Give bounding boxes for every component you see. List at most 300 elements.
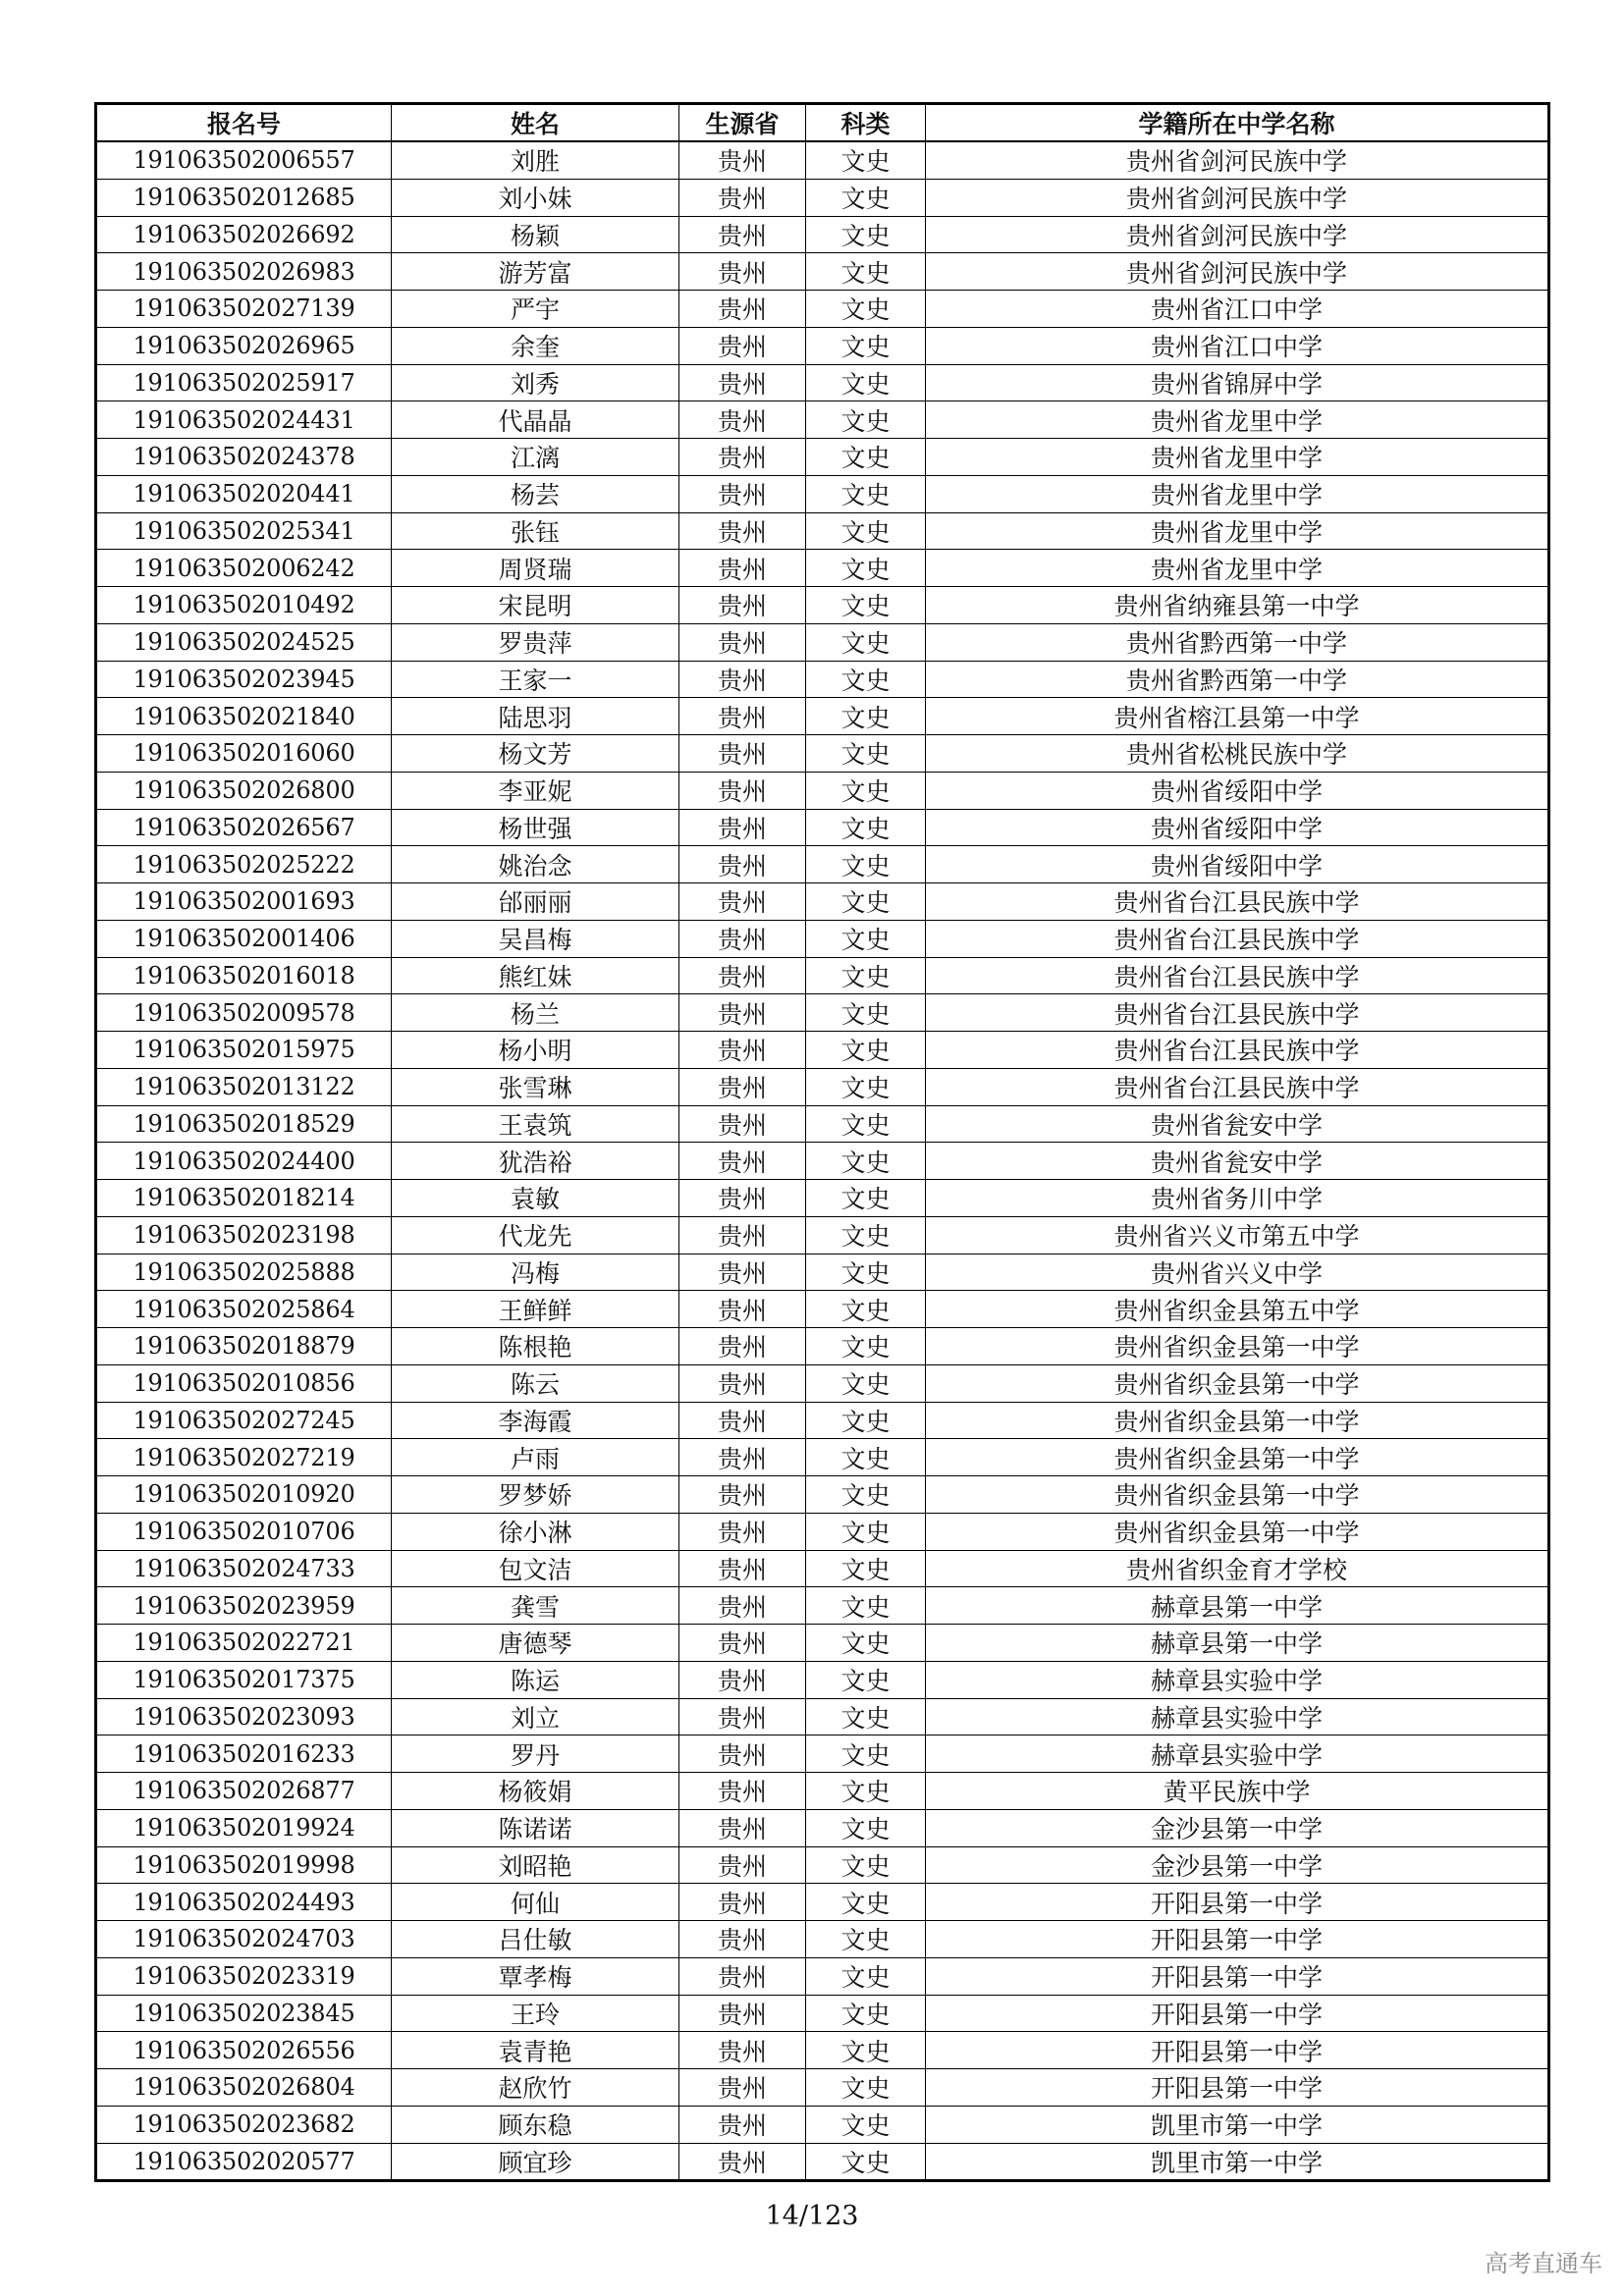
cell-province: 贵州	[679, 1032, 806, 1069]
cell-school-name: 贵州省台江县民族中学	[926, 883, 1549, 921]
table-row	[96, 1291, 1549, 1328]
cell-school-name: 贵州省兴义市第五中学	[926, 1216, 1549, 1254]
cell-subject-category: 文史	[806, 1068, 926, 1105]
cell-province: 贵州	[679, 1068, 806, 1105]
cell-registration-number: 191063502022721	[96, 1625, 392, 1662]
table-row	[96, 2032, 1549, 2069]
cell-name: 罗梦娇	[392, 1476, 679, 1514]
cell-school-name: 开阳县第一中学	[926, 1995, 1549, 2032]
cell-name: 代龙先	[392, 1216, 679, 1254]
cell-province: 贵州	[679, 364, 806, 401]
cell-subject-category: 文史	[806, 475, 926, 512]
cell-subject-category: 文史	[806, 364, 926, 401]
cell-province: 贵州	[679, 401, 806, 439]
cell-province: 贵州	[679, 1884, 806, 1921]
cell-subject-category: 文史	[806, 1402, 926, 1439]
cell-school-name: 贵州省剑河民族中学	[926, 216, 1549, 253]
table-row	[96, 623, 1549, 661]
cell-school-name: 黄平民族中学	[926, 1773, 1549, 1810]
cell-province: 贵州	[679, 2032, 806, 2069]
table-row	[96, 1032, 1549, 1069]
cell-province: 贵州	[679, 550, 806, 587]
cell-school-name: 赫章县第一中学	[926, 1625, 1549, 1662]
table-row	[96, 883, 1549, 921]
cell-subject-category: 文史	[806, 512, 926, 550]
cell-subject-category: 文史	[806, 1180, 926, 1217]
header-subject-category: 科类	[806, 104, 926, 142]
cell-subject-category: 文史	[806, 1254, 926, 1291]
cell-subject-category: 文史	[806, 883, 926, 921]
cell-province: 贵州	[679, 1661, 806, 1698]
table-row	[96, 1328, 1549, 1365]
cell-registration-number: 191063502025341	[96, 512, 392, 550]
cell-name: 陆思羽	[392, 698, 679, 735]
cell-subject-category: 文史	[806, 439, 926, 476]
header-registration-number: 报名号	[96, 104, 392, 142]
cell-subject-category: 文史	[806, 846, 926, 883]
cell-province: 贵州	[679, 1143, 806, 1180]
table-row	[96, 1254, 1549, 1291]
cell-subject-category: 文史	[806, 920, 926, 957]
table-row	[96, 772, 1549, 809]
cell-name: 吴昌梅	[392, 920, 679, 957]
cell-subject-category: 文史	[806, 2032, 926, 2069]
cell-province: 贵州	[679, 179, 806, 216]
cell-province: 贵州	[679, 1180, 806, 1217]
cell-subject-category: 文史	[806, 994, 926, 1032]
cell-registration-number: 191063502006242	[96, 550, 392, 587]
cell-registration-number: 191063502027245	[96, 1402, 392, 1439]
cell-school-name: 开阳县第一中学	[926, 2032, 1549, 2069]
table-row	[96, 698, 1549, 735]
cell-name: 杨世强	[392, 809, 679, 846]
cell-registration-number: 191063502001693	[96, 883, 392, 921]
table-row	[96, 809, 1549, 846]
cell-subject-category: 文史	[806, 1291, 926, 1328]
cell-name: 陈诺诺	[392, 1809, 679, 1846]
table-row	[96, 512, 1549, 550]
table-row	[96, 1513, 1549, 1550]
cell-province: 贵州	[679, 1550, 806, 1587]
cell-name: 陈云	[392, 1364, 679, 1402]
cell-name: 周贤瑞	[392, 550, 679, 587]
cell-registration-number: 191063502010706	[96, 1513, 392, 1550]
cell-province: 贵州	[679, 291, 806, 328]
table-row	[96, 1550, 1549, 1587]
table-row	[96, 550, 1549, 587]
cell-name: 杨芸	[392, 475, 679, 512]
cell-subject-category: 文史	[806, 623, 926, 661]
cell-registration-number: 191063502024733	[96, 1550, 392, 1587]
cell-province: 贵州	[679, 994, 806, 1032]
cell-province: 贵州	[679, 1809, 806, 1846]
cell-registration-number: 191063502027219	[96, 1439, 392, 1476]
cell-subject-category: 文史	[806, 550, 926, 587]
cell-name: 游芳富	[392, 253, 679, 291]
cell-school-name: 贵州省绥阳中学	[926, 772, 1549, 809]
cell-registration-number: 191063502010492	[96, 587, 392, 624]
cell-name: 刘秀	[392, 364, 679, 401]
cell-name: 包文洁	[392, 1550, 679, 1587]
cell-name: 邰丽丽	[392, 883, 679, 921]
cell-name: 罗丹	[392, 1735, 679, 1773]
cell-subject-category: 文史	[806, 1105, 926, 1143]
cell-name: 杨筱娟	[392, 1773, 679, 1810]
cell-name: 袁青艳	[392, 2032, 679, 2069]
cell-subject-category: 文史	[806, 1661, 926, 1698]
table-row	[96, 957, 1549, 994]
cell-school-name: 贵州省纳雍县第一中学	[926, 587, 1549, 624]
cell-subject-category: 文史	[806, 1884, 926, 1921]
cell-province: 贵州	[679, 1439, 806, 1476]
cell-school-name: 贵州省剑河民族中学	[926, 253, 1549, 291]
cell-subject-category: 文史	[806, 735, 926, 773]
cell-registration-number: 191063502024378	[96, 439, 392, 476]
cell-subject-category: 文史	[806, 698, 926, 735]
cell-school-name: 贵州省织金县第五中学	[926, 1291, 1549, 1328]
cell-province: 贵州	[679, 475, 806, 512]
cell-registration-number: 191063502025864	[96, 1291, 392, 1328]
cell-school-name: 赫章县实验中学	[926, 1698, 1549, 1735]
table-row	[96, 291, 1549, 328]
cell-school-name: 贵州省龙里中学	[926, 550, 1549, 587]
cell-name: 余奎	[392, 327, 679, 364]
cell-name: 袁敏	[392, 1180, 679, 1217]
cell-province: 贵州	[679, 141, 806, 179]
cell-province: 贵州	[679, 2069, 806, 2107]
cell-registration-number: 191063502016018	[96, 957, 392, 994]
cell-registration-number: 191063502016233	[96, 1735, 392, 1773]
cell-province: 贵州	[679, 735, 806, 773]
cell-registration-number: 191063502009578	[96, 994, 392, 1032]
cell-school-name: 贵州省织金县第一中学	[926, 1328, 1549, 1365]
cell-registration-number: 191063502013122	[96, 1068, 392, 1105]
cell-name: 顾宜珍	[392, 2143, 679, 2181]
cell-province: 贵州	[679, 1364, 806, 1402]
table-row	[96, 846, 1549, 883]
cell-province: 贵州	[679, 1254, 806, 1291]
cell-name: 江漓	[392, 439, 679, 476]
cell-subject-category: 文史	[806, 1698, 926, 1735]
cell-province: 贵州	[679, 1513, 806, 1550]
cell-province: 贵州	[679, 698, 806, 735]
cell-name: 刘昭艳	[392, 1846, 679, 1884]
cell-school-name: 贵州省锦屏中学	[926, 364, 1549, 401]
cell-name: 冯梅	[392, 1254, 679, 1291]
cell-subject-category: 文史	[806, 253, 926, 291]
cell-name: 杨兰	[392, 994, 679, 1032]
cell-subject-category: 文史	[806, 809, 926, 846]
cell-subject-category: 文史	[806, 401, 926, 439]
cell-registration-number: 191063502018879	[96, 1328, 392, 1365]
cell-school-name: 金沙县第一中学	[926, 1809, 1549, 1846]
cell-school-name: 贵州省台江县民族中学	[926, 1068, 1549, 1105]
table-row	[96, 439, 1549, 476]
cell-school-name: 贵州省榕江县第一中学	[926, 698, 1549, 735]
cell-subject-category: 文史	[806, 772, 926, 809]
cell-registration-number: 191063502023198	[96, 1216, 392, 1254]
cell-school-name: 贵州省绥阳中学	[926, 809, 1549, 846]
header-school-name: 学籍所在中学名称	[926, 104, 1549, 142]
cell-school-name: 贵州省黔西第一中学	[926, 623, 1549, 661]
cell-registration-number: 191063502023959	[96, 1587, 392, 1625]
cell-school-name: 贵州省兴义中学	[926, 1254, 1549, 1291]
cell-registration-number: 191063502001406	[96, 920, 392, 957]
cell-name: 严宇	[392, 291, 679, 328]
cell-province: 贵州	[679, 623, 806, 661]
cell-registration-number: 191063502024703	[96, 1921, 392, 1958]
cell-school-name: 贵州省织金县第一中学	[926, 1476, 1549, 1514]
table-row	[96, 1143, 1549, 1180]
cell-school-name: 贵州省台江县民族中学	[926, 994, 1549, 1032]
cell-province: 贵州	[679, 809, 806, 846]
cell-subject-category: 文史	[806, 179, 926, 216]
table-row	[96, 1735, 1549, 1773]
cell-province: 贵州	[679, 1216, 806, 1254]
cell-registration-number: 191063502006557	[96, 141, 392, 179]
table-row	[96, 364, 1549, 401]
cell-subject-category: 文史	[806, 1921, 926, 1958]
cell-province: 贵州	[679, 512, 806, 550]
cell-school-name: 贵州省织金县第一中学	[926, 1364, 1549, 1402]
cell-province: 贵州	[679, 1995, 806, 2032]
cell-registration-number: 191063502016060	[96, 735, 392, 773]
table-row	[96, 141, 1549, 179]
cell-province: 贵州	[679, 1846, 806, 1884]
cell-province: 贵州	[679, 1625, 806, 1662]
table-row	[96, 587, 1549, 624]
cell-school-name: 凯里市第一中学	[926, 2143, 1549, 2181]
table-row	[96, 2069, 1549, 2107]
cell-name: 陈根艳	[392, 1328, 679, 1365]
table-row	[96, 1698, 1549, 1735]
table-row	[96, 1995, 1549, 2032]
cell-province: 贵州	[679, 1328, 806, 1365]
cell-subject-category: 文史	[806, 1587, 926, 1625]
cell-name: 刘小妹	[392, 179, 679, 216]
cell-school-name: 开阳县第一中学	[926, 1921, 1549, 1958]
cell-name: 刘胜	[392, 141, 679, 179]
cell-subject-category: 文史	[806, 1143, 926, 1180]
cell-subject-category: 文史	[806, 216, 926, 253]
cell-name: 杨颖	[392, 216, 679, 253]
cell-registration-number: 191063502019924	[96, 1809, 392, 1846]
table-row	[96, 1773, 1549, 1810]
cell-school-name: 贵州省龙里中学	[926, 401, 1549, 439]
cell-registration-number: 191063502018529	[96, 1105, 392, 1143]
cell-registration-number: 191063502026877	[96, 1773, 392, 1810]
cell-province: 贵州	[679, 1291, 806, 1328]
table-row	[96, 1921, 1549, 1958]
cell-registration-number: 191063502024400	[96, 1143, 392, 1180]
table-row	[96, 1180, 1549, 1217]
cell-school-name: 贵州省织金县第一中学	[926, 1402, 1549, 1439]
cell-name: 杨文芳	[392, 735, 679, 773]
cell-registration-number: 191063502023319	[96, 1957, 392, 1995]
cell-subject-category: 文史	[806, 291, 926, 328]
cell-registration-number: 191063502023682	[96, 2106, 392, 2143]
cell-registration-number: 191063502024525	[96, 623, 392, 661]
table-row	[96, 920, 1549, 957]
cell-registration-number: 191063502012685	[96, 179, 392, 216]
cell-province: 贵州	[679, 1105, 806, 1143]
cell-name: 卢雨	[392, 1439, 679, 1476]
cell-registration-number: 191063502025222	[96, 846, 392, 883]
cell-name: 顾东稳	[392, 2106, 679, 2143]
cell-name: 陈运	[392, 1661, 679, 1698]
cell-subject-category: 文史	[806, 1216, 926, 1254]
cell-school-name: 贵州省江口中学	[926, 291, 1549, 328]
cell-school-name: 贵州省剑河民族中学	[926, 179, 1549, 216]
table-row	[96, 994, 1549, 1032]
cell-registration-number: 191063502019998	[96, 1846, 392, 1884]
cell-subject-category: 文史	[806, 1625, 926, 1662]
cell-subject-category: 文史	[806, 1476, 926, 1514]
cell-subject-category: 文史	[806, 1773, 926, 1810]
cell-school-name: 贵州省台江县民族中学	[926, 1032, 1549, 1069]
cell-subject-category: 文史	[806, 2106, 926, 2143]
cell-name: 王袁筑	[392, 1105, 679, 1143]
admission-list-table	[94, 102, 1550, 2182]
table-row	[96, 1364, 1549, 1402]
cell-school-name: 贵州省台江县民族中学	[926, 957, 1549, 994]
cell-subject-category: 文史	[806, 1032, 926, 1069]
cell-subject-category: 文史	[806, 2143, 926, 2181]
cell-subject-category: 文史	[806, 1328, 926, 1365]
cell-school-name: 贵州省台江县民族中学	[926, 920, 1549, 957]
cell-school-name: 贵州省瓮安中学	[926, 1143, 1549, 1180]
cell-school-name: 贵州省江口中学	[926, 327, 1549, 364]
cell-registration-number: 191063502025917	[96, 364, 392, 401]
cell-province: 贵州	[679, 253, 806, 291]
cell-province: 贵州	[679, 1921, 806, 1958]
table-row	[96, 2143, 1549, 2181]
cell-registration-number: 191063502026567	[96, 809, 392, 846]
cell-school-name: 贵州省瓮安中学	[926, 1105, 1549, 1143]
cell-name: 王家一	[392, 661, 679, 698]
cell-name: 吕仕敏	[392, 1921, 679, 1958]
cell-school-name: 凯里市第一中学	[926, 2106, 1549, 2143]
cell-name: 徐小淋	[392, 1513, 679, 1550]
page-number: 14/123	[765, 2201, 859, 2231]
cell-subject-category: 文史	[806, 1439, 926, 1476]
cell-school-name: 开阳县第一中学	[926, 2069, 1549, 2107]
cell-name: 代晶晶	[392, 401, 679, 439]
cell-registration-number: 191063502027139	[96, 291, 392, 328]
table-header	[96, 104, 1549, 142]
table-row	[96, 1884, 1549, 1921]
cell-school-name: 赫章县实验中学	[926, 1735, 1549, 1773]
cell-province: 贵州	[679, 1957, 806, 1995]
cell-registration-number: 191063502015975	[96, 1032, 392, 1069]
cell-subject-category: 文史	[806, 327, 926, 364]
cell-school-name: 贵州省黔西第一中学	[926, 661, 1549, 698]
cell-registration-number: 191063502023093	[96, 1698, 392, 1735]
header-province: 生源省	[679, 104, 806, 142]
cell-registration-number: 191063502026804	[96, 2069, 392, 2107]
header-name: 姓名	[392, 104, 679, 142]
cell-name: 张钰	[392, 512, 679, 550]
cell-registration-number: 191063502017375	[96, 1661, 392, 1698]
cell-name: 熊红妹	[392, 957, 679, 994]
table-row	[96, 253, 1549, 291]
table-row	[96, 1476, 1549, 1514]
cell-subject-category: 文史	[806, 1957, 926, 1995]
table-row	[96, 1846, 1549, 1884]
cell-registration-number: 191063502020577	[96, 2143, 392, 2181]
table-row	[96, 1957, 1549, 1995]
cell-registration-number: 191063502010856	[96, 1364, 392, 1402]
cell-school-name: 贵州省绥阳中学	[926, 846, 1549, 883]
cell-school-name: 金沙县第一中学	[926, 1846, 1549, 1884]
cell-school-name: 贵州省龙里中学	[926, 512, 1549, 550]
cell-province: 贵州	[679, 2143, 806, 2181]
cell-province: 贵州	[679, 920, 806, 957]
header-row	[96, 104, 1549, 142]
cell-name: 王鲜鲜	[392, 1291, 679, 1328]
cell-name: 姚治念	[392, 846, 679, 883]
cell-school-name: 开阳县第一中学	[926, 1957, 1549, 1995]
cell-province: 贵州	[679, 1735, 806, 1773]
cell-province: 贵州	[679, 2106, 806, 2143]
cell-province: 贵州	[679, 661, 806, 698]
cell-registration-number: 191063502023845	[96, 1995, 392, 2032]
cell-province: 贵州	[679, 216, 806, 253]
cell-registration-number: 191063502026800	[96, 772, 392, 809]
table-row	[96, 1587, 1549, 1625]
cell-registration-number: 191063502026692	[96, 216, 392, 253]
cell-subject-category: 文史	[806, 957, 926, 994]
cell-subject-category: 文史	[806, 1809, 926, 1846]
cell-registration-number: 191063502025888	[96, 1254, 392, 1291]
table-row	[96, 1625, 1549, 1662]
cell-school-name: 开阳县第一中学	[926, 1884, 1549, 1921]
cell-registration-number: 191063502024431	[96, 401, 392, 439]
cell-subject-category: 文史	[806, 1364, 926, 1402]
cell-province: 贵州	[679, 439, 806, 476]
cell-subject-category: 文史	[806, 661, 926, 698]
cell-province: 贵州	[679, 883, 806, 921]
cell-school-name: 贵州省龙里中学	[926, 439, 1549, 476]
cell-name: 宋昆明	[392, 587, 679, 624]
cell-name: 李海霞	[392, 1402, 679, 1439]
cell-name: 罗贵萍	[392, 623, 679, 661]
cell-subject-category: 文史	[806, 587, 926, 624]
table-row	[96, 216, 1549, 253]
watermark-text: 高考直通车	[1485, 2250, 1602, 2277]
cell-name: 龚雪	[392, 1587, 679, 1625]
cell-subject-category: 文史	[806, 1735, 926, 1773]
table-row	[96, 1105, 1549, 1143]
cell-name: 何仙	[392, 1884, 679, 1921]
cell-subject-category: 文史	[806, 1846, 926, 1884]
cell-school-name: 贵州省剑河民族中学	[926, 141, 1549, 179]
cell-subject-category: 文史	[806, 1550, 926, 1587]
cell-registration-number: 191063502026965	[96, 327, 392, 364]
cell-school-name: 贵州省松桃民族中学	[926, 735, 1549, 773]
table-row	[96, 1809, 1549, 1846]
cell-province: 贵州	[679, 327, 806, 364]
cell-school-name: 贵州省织金育才学校	[926, 1550, 1549, 1587]
cell-registration-number: 191063502023945	[96, 661, 392, 698]
table-row	[96, 1216, 1549, 1254]
table-body	[96, 141, 1549, 2181]
cell-province: 贵州	[679, 1587, 806, 1625]
cell-name: 唐德琴	[392, 1625, 679, 1662]
cell-name: 覃孝梅	[392, 1957, 679, 1995]
cell-name: 李亚妮	[392, 772, 679, 809]
cell-registration-number: 191063502026983	[96, 253, 392, 291]
